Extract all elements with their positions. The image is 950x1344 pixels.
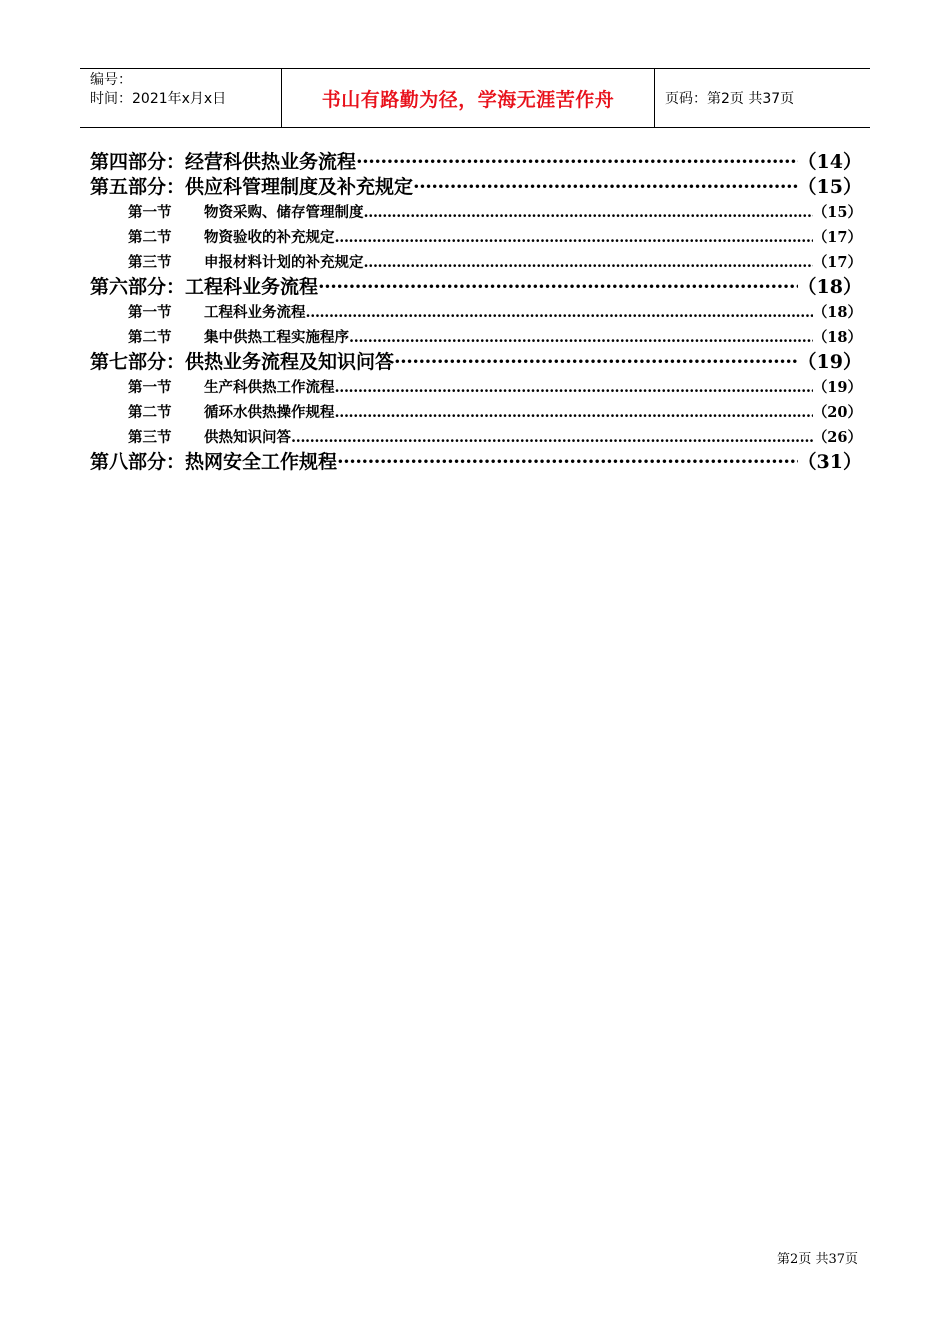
toc-title: 申报材料计划的补充规定 bbox=[204, 254, 364, 271]
toc-part-entry[interactable] bbox=[90, 275, 862, 300]
toc-title: 供热知识问答 bbox=[204, 429, 291, 446]
toc-title-group bbox=[128, 225, 335, 250]
toc-page-number: （19） bbox=[812, 379, 862, 396]
toc-page-number: （31） bbox=[797, 451, 862, 473]
toc-leader-dots bbox=[349, 325, 813, 350]
toc-part-entry[interactable] bbox=[90, 350, 862, 375]
toc-page-number: （18） bbox=[812, 329, 862, 346]
number-label: 编号： bbox=[90, 72, 132, 88]
toc-section-entry[interactable] bbox=[90, 250, 862, 275]
toc-title-group bbox=[128, 325, 349, 350]
toc-title-group bbox=[90, 175, 413, 200]
toc-leader-dots bbox=[364, 200, 813, 225]
toc-title: 循环水供热操作规程 bbox=[204, 404, 335, 421]
toc-leader-dots bbox=[335, 375, 813, 400]
toc-section-number: 第一节 bbox=[128, 204, 172, 221]
toc-page-number: （14） bbox=[797, 151, 862, 173]
toc-section-number: 第一节 bbox=[128, 379, 172, 396]
toc-section-number: 第一节 bbox=[128, 304, 172, 321]
toc-leader-dots bbox=[318, 275, 798, 300]
header-meta bbox=[80, 69, 282, 127]
toc-title: 第七部分：供热业务流程及知识问答 bbox=[90, 351, 395, 373]
toc-section-entry[interactable] bbox=[90, 200, 862, 225]
toc-title: 物资采购、储存管理制度 bbox=[204, 204, 364, 221]
toc-leader-dots bbox=[413, 175, 798, 200]
toc-page-number: （20） bbox=[812, 404, 862, 421]
toc-title: 工程科业务流程 bbox=[204, 304, 306, 321]
toc-title: 第六部分：工程科业务流程 bbox=[90, 276, 319, 298]
toc-leader-dots bbox=[291, 425, 813, 450]
toc-page-number: （18） bbox=[797, 276, 862, 298]
header-page-info: 页码：第2页 共37页 bbox=[665, 91, 795, 107]
toc-section-number: 第二节 bbox=[128, 404, 172, 421]
toc-section-number: 第二节 bbox=[128, 229, 172, 246]
toc-page-number: （15） bbox=[797, 176, 862, 198]
toc-section-entry[interactable] bbox=[90, 375, 862, 400]
toc-leader-dots bbox=[335, 400, 813, 425]
time-label: 时间：2021年x月x日 bbox=[90, 91, 227, 107]
toc-title: 第五部分：供应科管理制度及补充规定 bbox=[90, 176, 414, 198]
toc-leader-dots bbox=[364, 250, 813, 275]
page-header bbox=[80, 68, 870, 128]
toc-section-entry[interactable] bbox=[90, 425, 862, 450]
toc-part-entry[interactable] bbox=[90, 175, 862, 200]
toc-title-group bbox=[128, 300, 306, 325]
toc-title-group bbox=[128, 200, 364, 225]
toc-title: 集中供热工程实施程序 bbox=[204, 329, 349, 346]
toc-section-entry[interactable] bbox=[90, 400, 862, 425]
toc-title: 第四部分：经营科供热业务流程 bbox=[90, 151, 357, 173]
toc-part-entry[interactable] bbox=[90, 150, 862, 175]
toc-title-group bbox=[90, 350, 394, 375]
toc-page-number: （17） bbox=[812, 254, 862, 271]
toc-leader-dots bbox=[306, 300, 813, 325]
toc-title-group bbox=[128, 400, 335, 425]
toc-leader-dots bbox=[394, 350, 798, 375]
toc-section-number: 第三节 bbox=[128, 429, 172, 446]
toc-part-entry[interactable] bbox=[90, 450, 862, 475]
toc-section-entry[interactable] bbox=[90, 225, 862, 250]
toc-leader-dots bbox=[335, 225, 813, 250]
toc-page-number: （26） bbox=[812, 429, 862, 446]
toc-page-number: （15） bbox=[812, 204, 862, 221]
toc-title: 第八部分：热网安全工作规程 bbox=[90, 451, 338, 473]
toc-title-group bbox=[90, 450, 337, 475]
toc-title: 生产科供热工作流程 bbox=[204, 379, 335, 396]
header-motto: 书山有路勤为径，学海无涯苦作舟 bbox=[282, 69, 655, 127]
footer-page-info: 第2页 共37页 bbox=[777, 1252, 858, 1267]
toc-page-number: （18） bbox=[812, 304, 862, 321]
toc-page-number: （17） bbox=[812, 229, 862, 246]
toc-title-group bbox=[128, 250, 364, 275]
toc-section-number: 第二节 bbox=[128, 329, 172, 346]
toc-section-number: 第三节 bbox=[128, 254, 172, 271]
toc-title-group bbox=[90, 275, 318, 300]
table-of-contents bbox=[90, 150, 862, 475]
toc-title-group bbox=[128, 425, 291, 450]
toc-title-group bbox=[90, 150, 356, 175]
toc-section-entry[interactable] bbox=[90, 300, 862, 325]
toc-page-number: （19） bbox=[797, 351, 862, 373]
toc-leader-dots bbox=[337, 450, 798, 475]
toc-leader-dots bbox=[356, 150, 798, 175]
toc-title-group bbox=[128, 375, 335, 400]
toc-section-entry[interactable] bbox=[90, 325, 862, 350]
toc-title: 物资验收的补充规定 bbox=[204, 229, 335, 246]
